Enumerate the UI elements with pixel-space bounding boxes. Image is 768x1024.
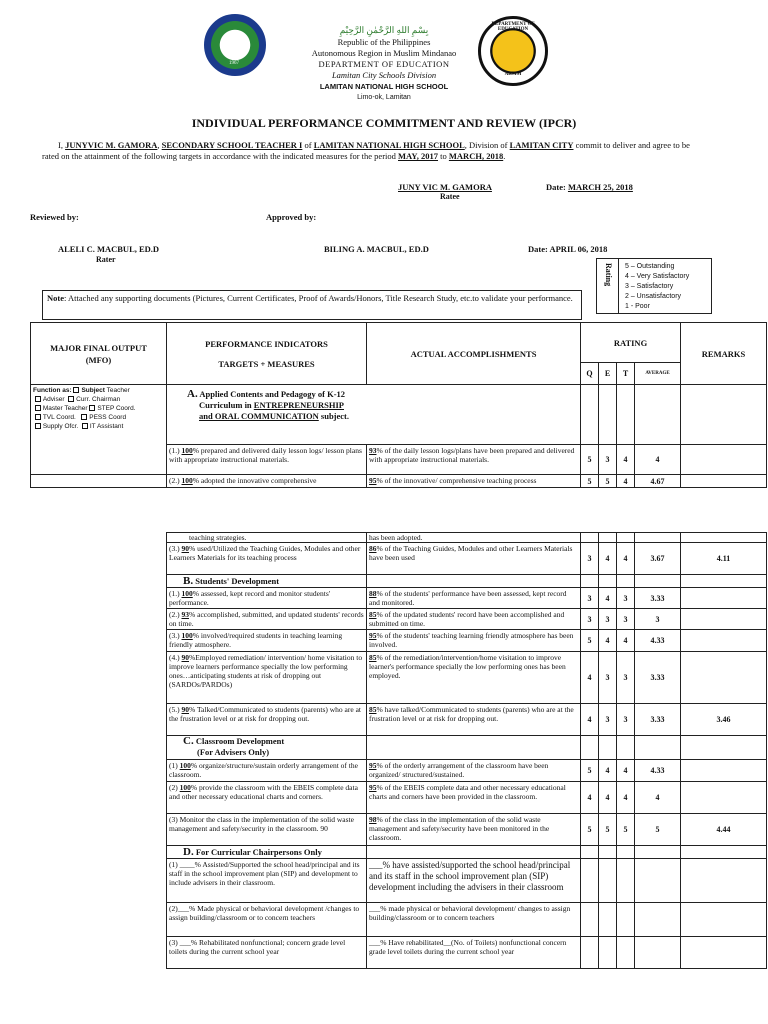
pi-d2: (2)___% Made physical or behavioral development /changes to assign building/classroom or to concern teachers <box>167 903 367 937</box>
t-header: T <box>617 363 635 385</box>
ratee-date: Date: MARCH 25, 2018 <box>546 182 633 192</box>
approval-date: Date: APRIL 06, 2018 <box>528 244 608 254</box>
school-line: LAMITAN NATIONAL HIGH SCHOOL <box>319 82 449 91</box>
avg-b1: 3.33 <box>635 588 681 609</box>
step-coord-checkbox[interactable] <box>89 405 95 411</box>
rating-header: RATING <box>581 323 681 363</box>
t-c2: 4 <box>617 782 635 814</box>
q-header: Q <box>581 363 599 385</box>
pi-a2: (2.) 100% adopted the innovative comprehensive <box>167 475 367 488</box>
avg-c2: 4 <box>635 782 681 814</box>
aa-a2: 95% of the innovative/ comprehensive teaching process <box>367 475 581 488</box>
pi-c3: (3) Monitor the class in the implementation of the solid waste management and safety/security in the classroom. 90 <box>167 814 367 846</box>
remarks-c2 <box>681 782 767 814</box>
aa-c3: 98% of the class in the implementation of the solid waste management and safety/security have been monitored in the classroom. <box>367 814 581 846</box>
t-b2: 3 <box>617 609 635 630</box>
ipcr-table-page2 <box>166 532 767 969</box>
armm-logo-text: ARMM <box>504 72 522 77</box>
avg-b4: 3.33 <box>635 652 681 704</box>
section-a-title: A. Applied Contents and Pedagogy of K-12 Curriculum in ENTREPRENEURSHIP and ORAL COMMUNICATION subject. <box>167 385 581 445</box>
e-a3: 4 <box>599 543 617 575</box>
e-a2: 5 <box>599 475 617 488</box>
e-b3: 4 <box>599 630 617 652</box>
e-header: E <box>599 363 617 385</box>
subject-teacher-checkbox[interactable] <box>73 387 79 393</box>
e-b4: 3 <box>599 652 617 704</box>
remarks-a: 4.11 <box>681 543 767 575</box>
e-c2: 4 <box>599 782 617 814</box>
division-line: Lamitan City Schools Division <box>331 70 437 80</box>
t-b1: 3 <box>617 588 635 609</box>
employee-school: LAMITAN NATIONAL HIGH SCHOOL <box>313 140 465 150</box>
q-a3: 3 <box>581 543 599 575</box>
pi-d3: (3) ___% Rehabilitated nonfunctional; concern grade level toilets during the current school year <box>167 937 367 969</box>
t-a1: 4 <box>617 445 635 475</box>
note-box: Note: Attached any supporting documents (Pictures, Current Certificates, Proof of Awards/Honors, Title Research Study, etc.to validate your performance. <box>42 290 582 320</box>
scale-item: 4 – Very Satisfactory <box>625 273 690 280</box>
tvl-coord-checkbox[interactable] <box>35 414 41 420</box>
address-line: Limo-ok, Lamitan <box>357 94 411 101</box>
arabic-basmala: بِسْمِ اللهِ الرَّحْمٰنِ الرَّحِيْمِ <box>339 25 429 35</box>
aa-a3: 86% of the Teaching Guides, Modules and other Learners Materials have been used <box>367 543 581 575</box>
e-b2: 3 <box>599 609 617 630</box>
remarks-c: 4.44 <box>681 814 767 846</box>
employee-name: JUNYVIC M. GAMORA <box>65 140 158 150</box>
t-c3: 5 <box>617 814 635 846</box>
pi-b1: (1.) 100% assessed, kept record and monitor students' performance. <box>167 588 367 609</box>
seal-year: 1967 <box>229 61 239 66</box>
e-c3: 5 <box>599 814 617 846</box>
remarks-b3 <box>681 630 767 652</box>
scale-item: 3 – Satisfactory <box>625 283 674 290</box>
pi-b3: (3.) 100% involved/required students in teaching learning friendly atmosphere. <box>167 630 367 652</box>
remarks-b4 <box>681 652 767 704</box>
scale-item: 1 - Poor <box>625 303 650 310</box>
t-a3: 4 <box>617 543 635 575</box>
t-b4: 3 <box>617 652 635 704</box>
aa-b1: 88% of the students' performance have been assessed, kept record and monitored. <box>367 588 581 609</box>
deped-armm-logo <box>478 16 548 86</box>
avg-a2: 4.67 <box>635 475 681 488</box>
deped-logo-text: DEPARTMENT OF EDUCATION <box>491 22 535 32</box>
q-c2: 4 <box>581 782 599 814</box>
pi-a3: (3.) 90% used/Utilized the Teaching Guides, Modules and other Learners Materials for its teaching process <box>167 543 367 575</box>
republic-line: Republic of the Philippines <box>337 37 431 47</box>
it-assistant-checkbox[interactable] <box>82 423 88 429</box>
school-seal-logo <box>204 14 266 76</box>
avg-a1: 4 <box>635 445 681 475</box>
avg-b2: 3 <box>635 609 681 630</box>
pi-a2-cont: teaching strategies. <box>167 533 367 543</box>
rater-name: ALELI C. MACBUL, ED.D <box>58 244 160 254</box>
ratee-name: JUNY VIC M. GAMORA <box>398 182 492 192</box>
employee-division: LAMITAN CITY <box>509 140 574 150</box>
avg-header: AVERAGE <box>635 363 681 385</box>
pi-header: PERFORMANCE INDICATORS TARGETS + MEASURES <box>167 323 367 385</box>
employee-position: SECONDARY SCHOOL TEACHER I <box>161 140 303 150</box>
ratee-label: Ratee <box>440 192 460 201</box>
t-a2: 4 <box>617 475 635 488</box>
master-teacher-checkbox[interactable] <box>35 405 41 411</box>
remarks-b2 <box>681 609 767 630</box>
e-b5: 3 <box>599 704 617 736</box>
remarks-b1 <box>681 588 767 609</box>
aa-b4: 85% of the remediation/intervention/home visitation to improve learner's performance specially the low performing ones has been employed. <box>367 652 581 704</box>
rater-label: Rater <box>96 255 116 264</box>
aa-a2-cont: has been adopted. <box>367 533 581 543</box>
pi-b4: (4.) 90%Employed remediation/ intervention/ home visitation to improve learners performance specially the low performing ones…anticipating students at risk of dropping out (SARDOs/PARDOs) <box>167 652 367 704</box>
aa-d2: ___% made physical or behavioral development/ changes to assign building/classroom or to concern teachers <box>367 903 581 937</box>
document-title: INDIVIDUAL PERFORMANCE COMMITMENT AND REVIEW (IPCR) <box>191 116 577 130</box>
t-c1: 4 <box>617 760 635 782</box>
approved-by-label: Approved by: <box>266 212 317 222</box>
q-b5: 4 <box>581 704 599 736</box>
q-a1: 5 <box>581 445 599 475</box>
q-c1: 5 <box>581 760 599 782</box>
supply-officer-checkbox[interactable] <box>35 423 41 429</box>
e-c1: 4 <box>599 760 617 782</box>
department-line: DEPARTMENT OF EDUCATION <box>318 59 450 69</box>
q-b2: 3 <box>581 609 599 630</box>
reviewed-by-label: Reviewed by: <box>30 212 79 222</box>
pi-a1: (1.) 100% prepared and delivered daily lesson logs/ lesson plans with appropriate instructional materials. <box>167 445 367 475</box>
pi-c1: (1) 100% organize/structure/sustain orderly arrangement of the classroom. <box>167 760 367 782</box>
mfo-header: MAJOR FINAL OUTPUT (MFO) <box>31 323 167 385</box>
aa-a1: 93% of the daily lesson logs/plans have been prepared and delivered with appropriate instructional materials. <box>367 445 581 475</box>
aa-header: ACTUAL ACCOMPLISHMENTS <box>367 323 581 385</box>
commitment-paragraph: I, JUNYVIC M. GAMORA, SECONDARY SCHOOL TEACHER I of LAMITAN NATIONAL HIGH SCHOOL, Division of LAMITAN CITY commit to deliver and agree to be rated on the attainment of the following targets in accordance with the indicated measures for the period MAY, 2017 to MARCH, 2018. <box>42 140 690 161</box>
e-a1: 3 <box>599 445 617 475</box>
remarks-header: REMARKS <box>681 323 767 385</box>
q-c3: 5 <box>581 814 599 846</box>
t-b3: 4 <box>617 630 635 652</box>
section-c-title: C. Classroom Development (For Advisers Only) <box>167 736 367 760</box>
rating-scale-label: Rating <box>604 263 613 287</box>
q-b3: 5 <box>581 630 599 652</box>
section-d-title: D. For Curricular Chairpersons Only <box>167 846 367 859</box>
pi-b5: (5.) 90% Talked/Communicated to students (parents) who are at the frustration level or at risk for dropping out. <box>167 704 367 736</box>
period-from: MAY, 2017 <box>398 151 439 161</box>
region-line: Autonomous Region in Muslim Mindanao <box>311 48 457 58</box>
pi-c2: (2) 100% provide the classroom with the EBEIS complete data and other necessary educational charts and corners. <box>167 782 367 814</box>
scale-item: 5 – Outstanding <box>625 263 675 270</box>
e-b1: 4 <box>599 588 617 609</box>
aa-d3: ___% Have rehabilitated__(No. of Toilets) nonfunctional concern grade level toilets during the current school year <box>367 937 581 969</box>
q-b1: 3 <box>581 588 599 609</box>
function-checkboxes: Function as: Subject Teacher Adviser Curr. Chairman Master Teacher STEP Coord. TVL Coord. PESS Coord Supply Ofcr. IT Assistant <box>31 385 167 445</box>
adviser-checkbox[interactable] <box>35 396 41 402</box>
remarks-b: 3.46 <box>681 704 767 736</box>
avg-b5: 3.33 <box>635 704 681 736</box>
pi-b2: (2.) 93% accomplished, submitted, and updated students' records on time. <box>167 609 367 630</box>
pi-d1: (1) ____% Assisted/Supported the school head/principal and its staff in the school improvement plan (SIP) and development to include advisers in their classroom. <box>167 859 367 903</box>
scale-item: 2 – Unsatisfactory <box>625 293 682 300</box>
rating-scale-box <box>596 258 712 314</box>
q-b4: 4 <box>581 652 599 704</box>
avg-c1: 4.33 <box>635 760 681 782</box>
aa-b5: 85% have talked/Communicated to students (parents) who are at the frustration level or at risk for dropping out. <box>367 704 581 736</box>
q-a2: 5 <box>581 475 599 488</box>
approver-name: BILING A. MACBUL, ED.D <box>324 244 429 254</box>
pess-coord-checkbox[interactable] <box>81 414 87 420</box>
avg-a3: 3.67 <box>635 543 681 575</box>
aa-c2: 95% of the EBEIS complete data and other necessary educational charts and corners have been provided in the classroom. <box>367 782 581 814</box>
aa-d1: ___% have assisted/supported the school head/principal and its staff in the school improvement plan (SIP) development including the advisers in their classroom <box>367 859 581 903</box>
period-to: MARCH, 2018 <box>448 151 504 161</box>
aa-c1: 95% of the orderly arrangement of the classroom have been organized/ structured/sustained. <box>367 760 581 782</box>
section-b-title: B. Students' Development <box>167 575 367 588</box>
remarks-c1 <box>681 760 767 782</box>
aa-b3: 95% of the students' teaching learning friendly atmosphere has been involved. <box>367 630 581 652</box>
curr-chairman-checkbox[interactable] <box>68 396 74 402</box>
avg-b3: 4.33 <box>635 630 681 652</box>
avg-c3: 5 <box>635 814 681 846</box>
t-b5: 3 <box>617 704 635 736</box>
ipcr-table-page1 <box>30 322 767 488</box>
aa-b2: 85% of the updated students' record have been accomplished and submitted on time. <box>367 609 581 630</box>
